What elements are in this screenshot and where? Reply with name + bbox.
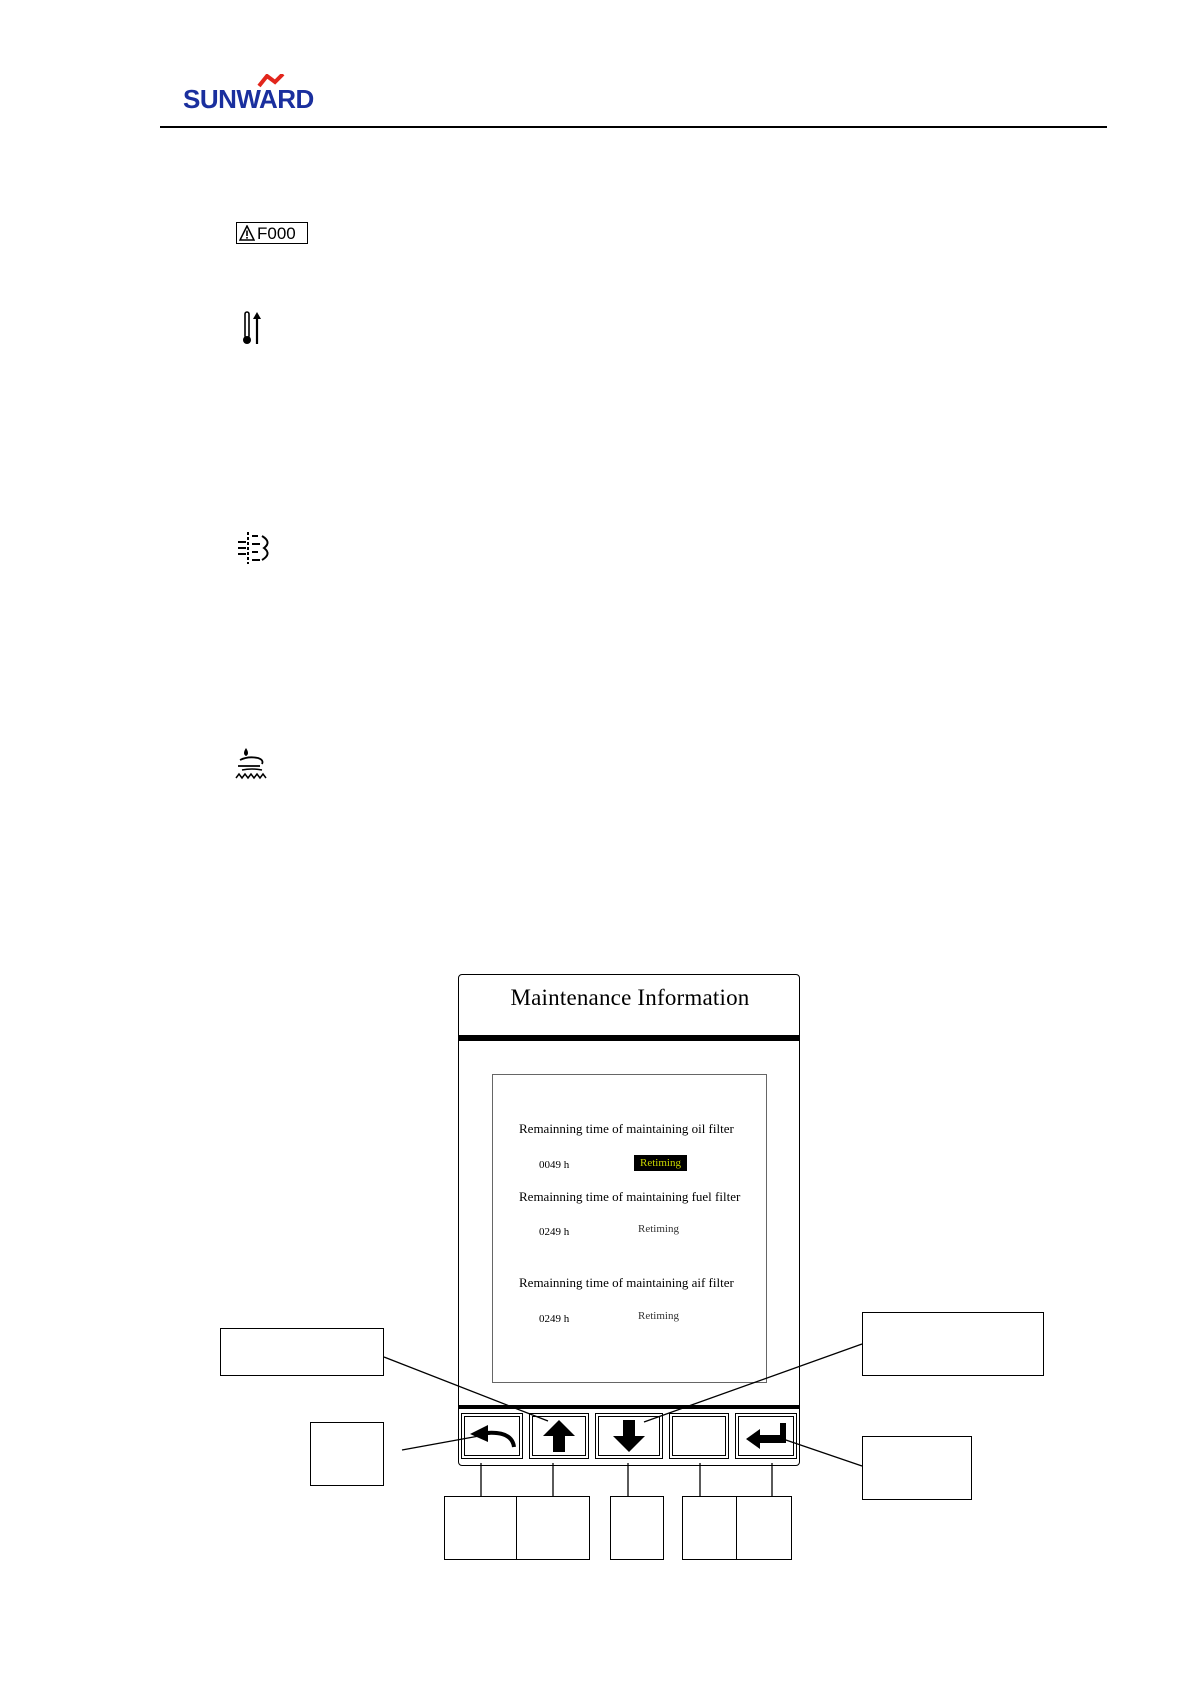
sunward-logo [183,74,333,114]
back-arrow-icon [466,1423,518,1449]
callout-bottom-5 [736,1496,792,1560]
maintenance-title: Maintenance Information [510,985,750,1010]
logo-text: SUNWARD [183,84,314,114]
title-divider [459,1035,799,1041]
coolant-temperature-icon [240,310,266,351]
enter-icon [742,1421,790,1451]
engine-preheat-icon [236,528,276,573]
maintenance-display-panel [458,974,800,1466]
enter-key[interactable] [735,1413,797,1459]
callout-bottom-4 [682,1496,738,1560]
air-filter-label: Remainning time of maintaining aif filter [519,1275,734,1290]
air-filter-hours: 0249 h [539,1313,570,1325]
fuel-filter-label: Remainning time of maintaining fuel filter [519,1189,741,1204]
header-rule [160,126,1107,128]
oil-filter-hours: 0049 h [539,1159,570,1171]
air-filter-retiming-button[interactable]: Retiming [638,1310,679,1322]
fuel-filter-hours: 0249 h [539,1226,570,1238]
up-key[interactable] [529,1413,589,1459]
fuel-water-separator-icon [234,746,270,787]
callout-bottom-1 [444,1496,518,1560]
fuel-filter-retiming-button[interactable]: Retiming [638,1223,679,1235]
down-key[interactable] [595,1413,663,1459]
callout-back-key [310,1422,384,1486]
blank-key[interactable] [669,1413,729,1459]
key-bar-divider [459,1405,799,1409]
oil-filter-retiming-button[interactable]: Retiming [634,1155,687,1171]
callout-down-key [862,1312,1044,1376]
fault-code-badge [236,222,308,244]
callout-bottom-3 [610,1496,664,1560]
warning-triangle-icon [239,225,255,241]
back-key[interactable] [461,1413,523,1459]
callout-bottom-2 [516,1496,590,1560]
fault-code-text: F000 [257,223,296,243]
callout-enter-key [862,1436,972,1500]
arrow-down-icon [609,1418,649,1454]
maintenance-screen [492,1074,767,1383]
arrow-up-icon [539,1418,579,1454]
oil-filter-label: Remainning time of maintaining oil filter [519,1121,734,1136]
callout-up-key [220,1328,384,1376]
